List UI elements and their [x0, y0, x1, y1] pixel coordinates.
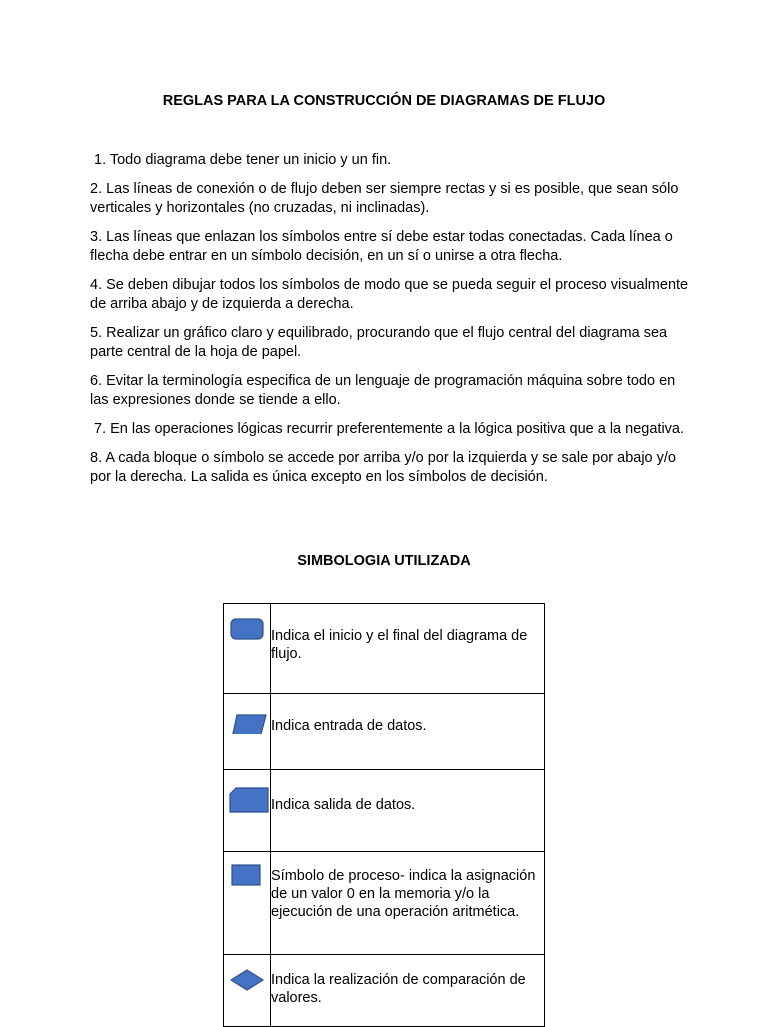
terminal-icon [224, 604, 270, 644]
rule-item: 2. Las líneas de conexión o de flujo deben ser siempre rectas y si es posible, que sean sólo verticales y horizontales (no cruzadas, ni inclinadas). [90, 181, 679, 216]
symbol-cell [224, 852, 271, 955]
description-text: Indica salida de datos. [271, 797, 416, 813]
symbol-description [271, 852, 545, 955]
output-card-icon [224, 770, 270, 814]
input-parallelogram-icon [224, 694, 270, 734]
symbol-cell [224, 694, 271, 770]
decision-diamond-icon [224, 955, 270, 999]
description-text: Símbolo de proceso- indica la asignación de un valor 0 en la memoria y/o la ejecución de una operación aritmética. [271, 868, 536, 920]
rule-item: 1. Todo diagrama debe tener un inicio y un fin. [94, 152, 392, 168]
table-row [224, 770, 545, 852]
rules-list [90, 151, 690, 497]
rule-item: 7. En las operaciones lógicas recurrir preferentemente a la lógica positiva que a la negativa. [94, 421, 685, 437]
symbols-title: SIMBOLOGIA UTILIZADA [297, 553, 471, 569]
process-rectangle-icon [224, 852, 270, 892]
rule-item: 4. Se deben dibujar todos los símbolos de modo que se pueda seguir el proceso visualmente de arriba abajo y de izquierda a derecha. [90, 277, 689, 312]
symbol-description [271, 955, 545, 1027]
rule-item: 8. A cada bloque o símbolo se accede por arriba y/o por la izquierda y se sale por abajo y/o por la derecha. La salida es única excepto en los símbolos de decisión. [90, 450, 676, 485]
description-text: Indica la realización de comparación de valores. [271, 972, 526, 1006]
description-text: Indica el inicio y el final del diagrama de flujo. [271, 628, 528, 662]
symbol-description [271, 694, 545, 770]
symbol-description [271, 604, 545, 694]
rule-item: 6. Evitar la terminología especifica de un lenguaje de programación máquina sobre todo en las expresiones donde se tiende a ello. [90, 373, 676, 408]
rule-item: 3. Las líneas que enlazan los símbolos entre sí debe estar todas conectadas. Cada línea o flecha debe entrar en un símbolo decisión, en un sí o unirse a otra flecha. [90, 229, 673, 264]
description-text: Indica entrada de datos. [271, 718, 427, 734]
symbol-cell [224, 604, 271, 694]
symbol-description [271, 770, 545, 852]
symbol-cell [224, 770, 271, 852]
rule-item: 5. Realizar un gráfico claro y equilibrado, procurando que el flujo central del diagrama sea parte central de la hoja de papel. [90, 325, 668, 360]
document-title: REGLAS PARA LA CONSTRUCCIÓN DE DIAGRAMAS DE FLUJO [162, 93, 606, 109]
table-row [224, 955, 545, 1027]
symbols-table [223, 603, 545, 1027]
symbol-cell [224, 955, 271, 1027]
table-row [224, 604, 545, 694]
table-row [224, 852, 545, 955]
table-row [224, 694, 545, 770]
